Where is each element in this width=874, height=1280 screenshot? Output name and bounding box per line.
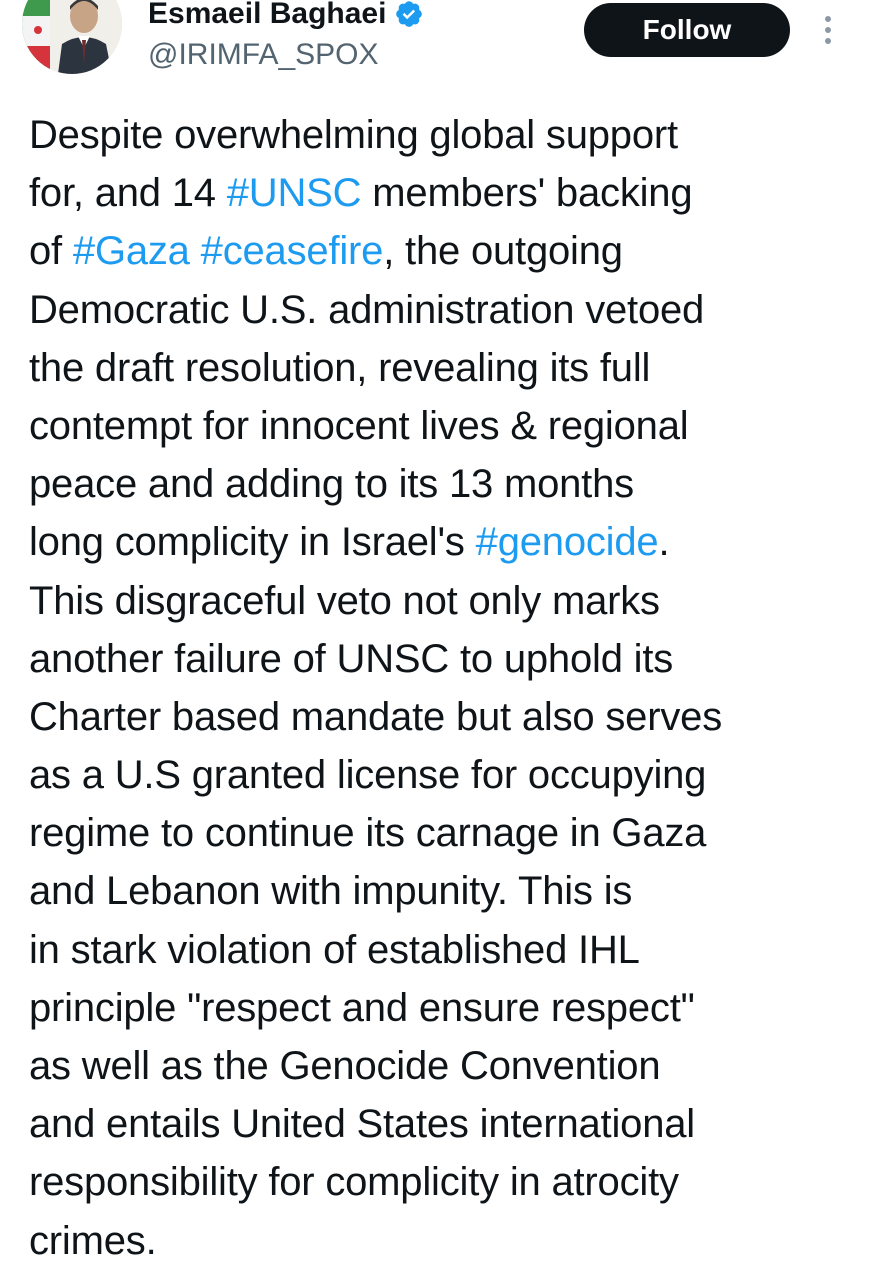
text-segment: This disgraceful veto not only marks [29, 578, 660, 623]
text-segment: contempt for innocent lives & regional [29, 403, 689, 448]
text-segment: principle "respect and ensure respect" [29, 985, 695, 1030]
text-segment: of [29, 229, 73, 274]
tweet-line [29, 572, 864, 630]
tweet-line [29, 1212, 864, 1270]
dot [825, 38, 831, 44]
tweet-line [29, 862, 864, 920]
hashtag-link[interactable]: #Gaza [72, 229, 190, 274]
text-segment: and Lebanon with impunity. This is [29, 869, 633, 914]
name-row [148, 0, 424, 34]
tweet-line [29, 513, 864, 571]
text-segment: Despite overwhelming global support [29, 113, 678, 157]
text-segment: for, and 14 [29, 171, 227, 216]
verified-badge-icon [394, 0, 424, 29]
text-segment [190, 229, 201, 273]
avatar-image [22, 0, 122, 74]
dot [825, 16, 831, 22]
tweet-line [29, 281, 864, 339]
text-segment: Democratic U.S. administration vetoed [29, 287, 705, 332]
tweet-line [29, 339, 864, 397]
hashtag-link[interactable]: #ceasefire [200, 229, 384, 274]
text-segment: in stark violation of established IHL [29, 927, 640, 972]
text-segment: another failure of UNSC to uphold its [29, 636, 674, 681]
tweet-line [29, 222, 864, 280]
tweet-line [29, 1153, 864, 1211]
text-segment: , the outgoing [383, 229, 623, 274]
tweet-line [29, 164, 864, 222]
follow-button[interactable]: Follow [584, 3, 790, 57]
user-handle[interactable]: @IRIMFA_SPOX [148, 38, 379, 71]
text-segment: Charter based mandate but also serves [29, 694, 722, 739]
dot [825, 27, 831, 33]
tweet-line [29, 1037, 864, 1095]
hashtag-link[interactable]: #genocide [475, 520, 659, 565]
text-segment: members' backing [361, 171, 693, 216]
more-vertical-icon[interactable] [814, 10, 842, 50]
text-segment: as a U.S granted license for occupying [29, 753, 707, 798]
text-segment: as well as the Genocide Convention [29, 1044, 661, 1088]
text-segment: crimes. [29, 1218, 157, 1263]
tweet-line [29, 921, 864, 979]
tweet-line [29, 746, 864, 804]
tweet-line [29, 804, 864, 862]
tweet-line [29, 979, 864, 1037]
avatar[interactable] [22, 0, 122, 74]
tweet-line [29, 455, 864, 513]
text-segment: . [658, 520, 670, 565]
text-segment: long complicity in Israel's [29, 520, 476, 565]
tweet-line [29, 397, 864, 455]
text-segment: responsibility for complicity in atrocity [29, 1160, 679, 1205]
hashtag-link[interactable]: #UNSC [226, 171, 362, 216]
text-segment: peace and adding to its 13 months [29, 462, 634, 507]
tweet-line [29, 630, 864, 688]
tweet-text [29, 106, 864, 1270]
tweet-line [29, 1095, 864, 1153]
tweet-line [29, 688, 864, 746]
text-segment: and entails United States international [29, 1102, 695, 1147]
text-segment: the draft resolution, revealing its full [29, 345, 651, 390]
text-segment: regime to continue its carnage in Gaza [29, 811, 707, 856]
display-name[interactable]: Esmaeil Baghaei [148, 0, 387, 30]
tweet-header [0, 0, 874, 100]
tweet-line [29, 106, 864, 164]
